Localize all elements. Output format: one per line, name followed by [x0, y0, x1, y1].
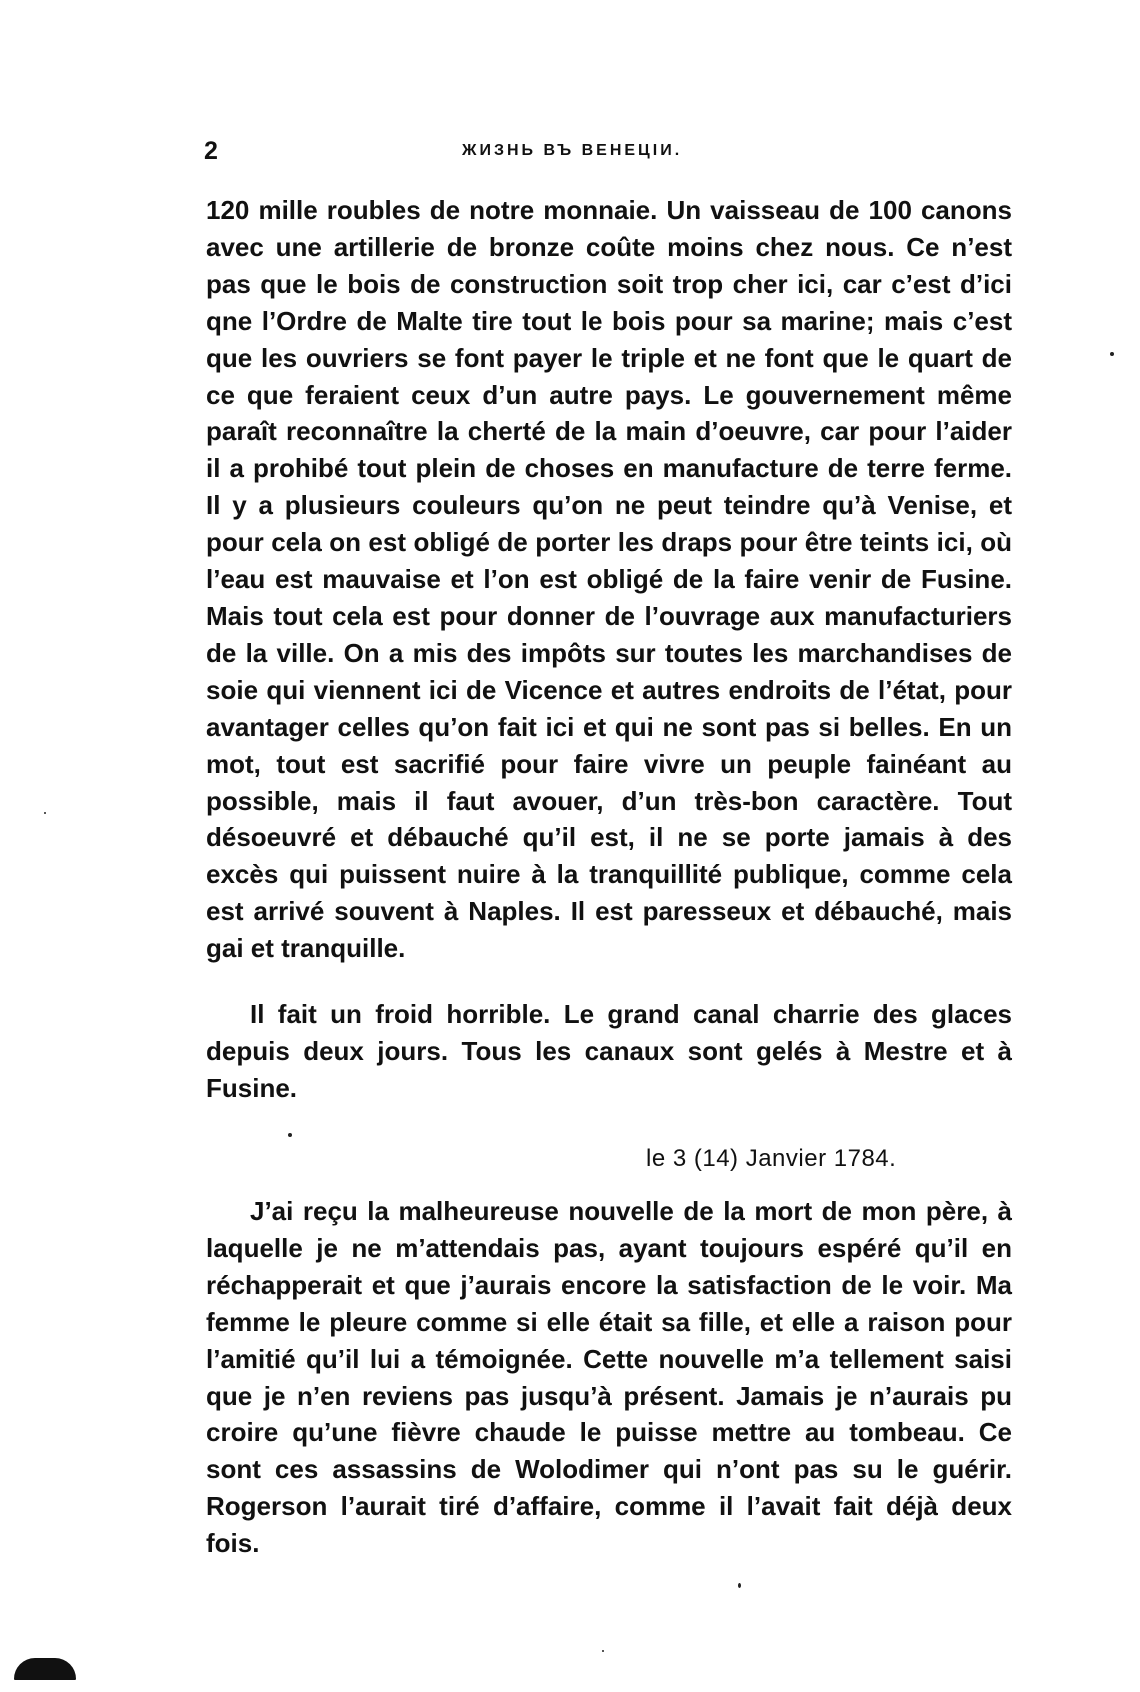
scan-speck	[1110, 352, 1114, 356]
paragraph-letter-entry: J’ai reçu la malheureuse nouvelle de la mort de mon père, à laquelle je ne m’attendais pas, ayant toujours espéré qu’il en réchapperait et que j’aurais encore la satisfaction de le voir. Ma femme le pleure comme si elle était sa fille, et elle a raison pour l’amitié qu’il lui a témoignée. Cette nouvelle m’a tellement saisi que je n’en reviens pas jusqu’à présent. Jamais je n’aurais pu croire qu’une fièvre chaude le puisse mettre au tombeau. Ce sont ces assassins de Wolodimer qui n’ont pas su le guérir. Rogerson l’aurait tiré d’affaire, comme il l’avait fait déjà deux fois.	[206, 1196, 1012, 1559]
page-number: 2	[204, 137, 218, 165]
scan-speck	[602, 1650, 604, 1652]
scan-speck	[288, 1133, 292, 1137]
scan-speck	[44, 812, 46, 814]
paragraph-continuation: 120 mille roubles de notre monnaie. Un vaisseau de 100 canons avec une artillerie de bronze coûte moins chez nous. Ce n’est pas que le bois de construction soit trop cher ici, car c’est d’ici qne l’Ordre de Malte tire tout le bois pour sa marine; mais c’est que les ouvriers se font payer le triple et ne font que le quart de ce que feraient ceux d’un autre pays. Le gouvernement même paraît reconnaître la cherté de la main d’oeuvre, car pour l’aider il a prohibé tout plein de choses en manufacture de terre ferme. Il y a plusieurs couleurs qu’on ne peut teindre qu’à Venise, et pour cela on est obligé de porter les draps pour être teints ici, où l’eau est mauvaise et l’on est obligé de la faire venir de Fusine. Mais tout cela est pour donner de l’ouvrage aux manufacturiers de la ville. On a mis des impôts sur toutes les marchandises de soie qui viennent ici de Vicence et autres endroits de l’état, pour avantager celles qu’on fait ici et qui ne sont pas si belles. En un mot, tout est sacrifié pour faire vivre un peuple fainéant au possible, mais il faut avouer, d’un très-bon caractère. Tout désoeuvré et débauché qu’il est, il ne se porte jamais à des excès qui puissent nuire à la tranquillité publique, comme cela est arrivé souvent à Naples. Il est paresseux et débauché, mais gai et tranquille.	[206, 195, 1012, 964]
running-head	[204, 136, 1014, 166]
running-title: ЖИЗНЬ ВЪ ВЕНЕЦІИ.	[462, 142, 683, 159]
dateline: le 3 (14) Janvier 1784.	[646, 1145, 897, 1172]
paragraph-cold-weather: Il fait un froid horrible. Le grand canal charrie des glaces depuis deux jours. Tous les canaux sont gelés à Mestre et à Fusine.	[206, 999, 1012, 1103]
ink-blot	[14, 1658, 76, 1680]
scan-speck	[738, 1583, 741, 1588]
